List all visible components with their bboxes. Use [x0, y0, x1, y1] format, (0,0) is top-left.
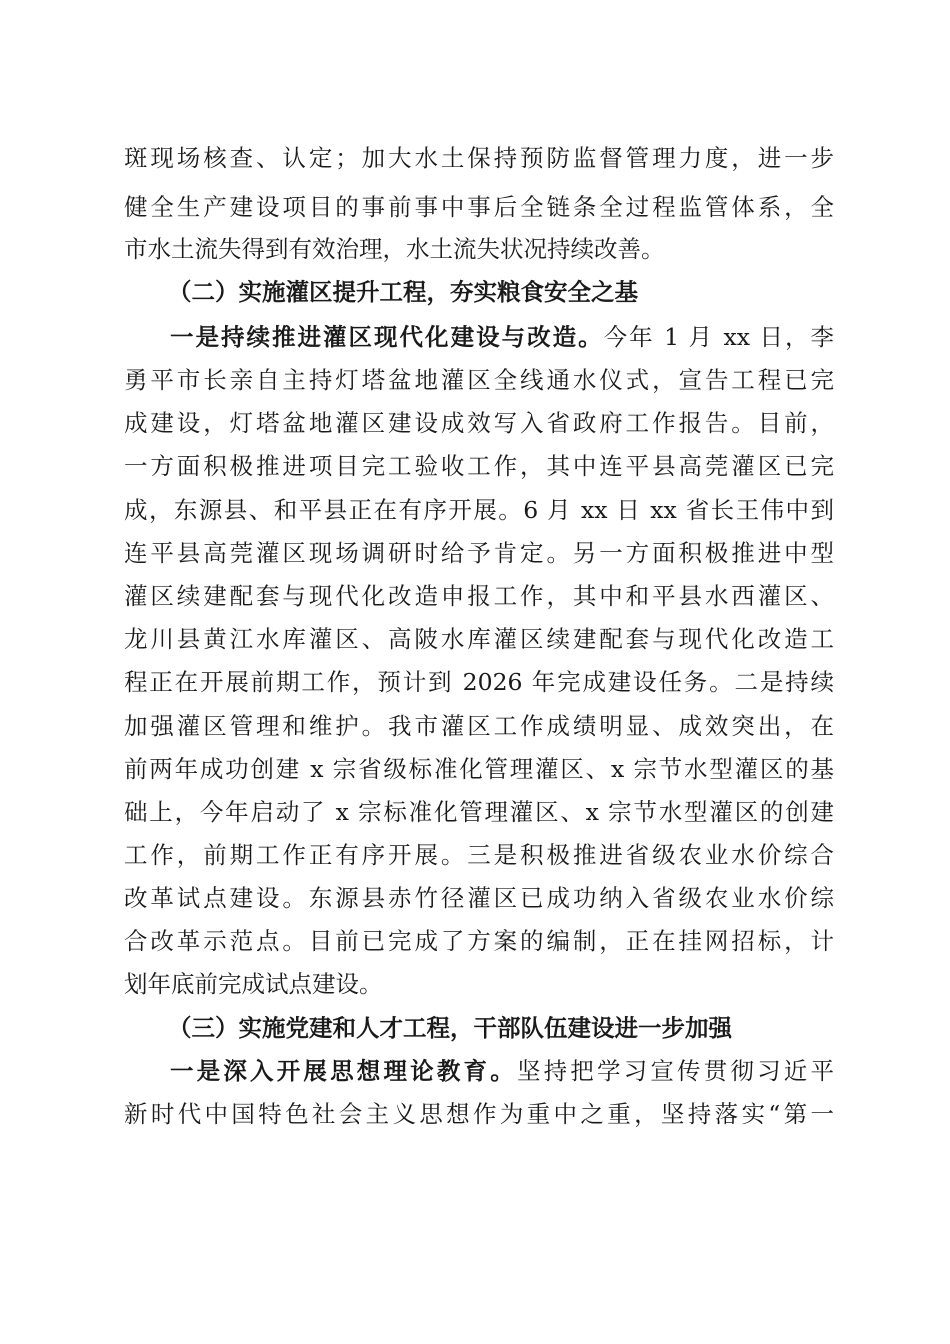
section-heading-2: （二）实施灌区提升工程，夯实粮食安全之基: [168, 278, 638, 306]
paragraph-line: 市水土流失得到有效治理，水土流失状况持续改善。: [124, 235, 665, 263]
paragraph-line: 健全生产建设项目的事前事中事后全链条全过程监管体系，全: [124, 193, 834, 221]
paragraph-line: 灌区续建配套与现代化改造申报工作，其中和平县水西灌区、: [124, 582, 834, 610]
paragraph-line: 勇平市长亲自主持灯塔盆地灌区全线通水仪式，宣告工程已完: [124, 366, 834, 394]
paragraph-line: 前两年成功创建 x 宗省级标准化管理灌区、x 宗节水型灌区的基: [124, 755, 834, 783]
paragraph-line: 划年底前完成试点建设。: [124, 970, 383, 998]
paragraph-line: 合改革示范点。目前已完成了方案的编制，正在挂网招标，计: [124, 927, 834, 955]
paragraph-line: 础上，今年启动了 x 宗标准化管理灌区、x 宗节水型灌区的创建: [124, 798, 834, 826]
paragraph-lead-text: 一是深入开展思想理论教育。: [170, 1057, 517, 1085]
paragraph-line: 加强灌区管理和维护。我市灌区工作成绩明显、成效突出，在: [124, 712, 834, 740]
paragraph-line: 工作，前期工作正有序开展。三是积极推进省级农业水价综合: [124, 841, 834, 869]
paragraph-lead-text: 一是持续推进灌区现代化建设与改造。: [170, 323, 604, 351]
paragraph-first-line: [170, 1056, 834, 1086]
paragraph-line: 新时代中国特色社会主义思想作为重中之重，坚持落实“第一: [124, 1100, 834, 1128]
paragraph-line: 连平县高莞灌区现场调研时给予肯定。另一方面积极推进中型: [124, 539, 834, 567]
paragraph-first-line: [170, 322, 834, 352]
paragraph-line: 一方面积极推进项目完工验收工作，其中连平县高莞灌区已完: [124, 452, 834, 480]
paragraph-text: 坚持把学习宣传贯彻习近平: [516, 1057, 834, 1085]
paragraph-line: 改革试点建设。东源县赤竹径灌区已成功纳入省级农业水价综: [124, 884, 834, 912]
section-heading-3: （三）实施党建和人才工程，干部队伍建设进一步加强: [168, 1014, 732, 1042]
paragraph-line: 程正在开展前期工作，预计到 2026 年完成建设任务。二是持续: [124, 668, 834, 696]
paragraph-line: 斑现场核查、认定；加大水土保持预防监督管理力度，进一步: [124, 144, 834, 172]
paragraph-line: 成建设，灯塔盆地灌区建设成效写入省政府工作报告。目前，: [124, 409, 834, 437]
paragraph-line: 龙川县黄江水库灌区、高陂水库灌区续建配套与现代化改造工: [124, 625, 834, 653]
paragraph-line: 成，东源县、和平县正在有序开展。6 月 xx 日 xx 省长王伟中到: [124, 496, 834, 524]
paragraph-text: 今年 1 月 xx 日，李: [603, 323, 835, 351]
